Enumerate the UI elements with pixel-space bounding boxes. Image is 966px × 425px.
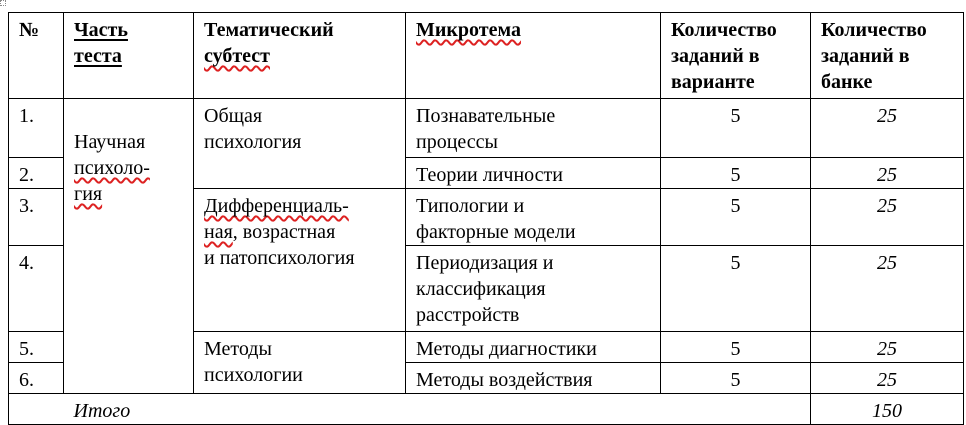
row-num: 1. xyxy=(9,99,64,158)
bank-count: 25 xyxy=(811,158,964,189)
part-cell: Научная психоло- гия xyxy=(64,99,194,394)
microtopic-cell: Методы воздействия xyxy=(406,363,661,394)
row-num: 4. xyxy=(9,246,64,332)
row-num: 6. xyxy=(9,363,64,394)
row-num: 5. xyxy=(9,332,64,363)
header-num: № xyxy=(9,13,64,99)
bank-count: 25 xyxy=(811,99,964,158)
variant-count: 5 xyxy=(661,189,811,246)
header-row xyxy=(9,13,964,99)
row-num: 3. xyxy=(9,189,64,246)
variant-count: 5 xyxy=(661,158,811,189)
subtest-general: Общая психология xyxy=(194,99,406,189)
microtopic-cell: Методы диагностики xyxy=(406,332,661,363)
subtest-differential: Дифференциаль- ная, возрастная и патопсихология xyxy=(194,189,406,332)
total-row xyxy=(9,394,964,425)
bank-count: 25 xyxy=(811,189,964,246)
bank-count: 25 xyxy=(811,332,964,363)
microtopic-cell: Теории личности xyxy=(406,158,661,189)
bank-count: 25 xyxy=(811,363,964,394)
total-value: 150 xyxy=(811,394,964,425)
test-structure-table xyxy=(8,12,964,425)
microtopic-cell: Типологии и факторные модели xyxy=(406,189,661,246)
bank-count: 25 xyxy=(811,246,964,332)
microtopic-cell: Познавательные процессы xyxy=(406,99,661,158)
table-row xyxy=(9,99,964,158)
header-count-variant: Количество заданий в варианте xyxy=(661,13,811,99)
table-move-handle[interactable] xyxy=(0,0,6,6)
total-label: Итого xyxy=(64,394,811,425)
variant-count: 5 xyxy=(661,332,811,363)
header-microtopic: Микротема xyxy=(406,13,661,99)
total-empty-cell xyxy=(9,394,64,425)
subtest-methods: Методы психологии xyxy=(194,332,406,394)
header-count-bank: Количество заданий в банке xyxy=(811,13,964,99)
header-part: Часть теста xyxy=(64,13,194,99)
row-num: 2. xyxy=(9,158,64,189)
variant-count: 5 xyxy=(661,246,811,332)
microtopic-cell: Периодизация и классификация расстройств xyxy=(406,246,661,332)
variant-count: 5 xyxy=(661,363,811,394)
variant-count: 5 xyxy=(661,99,811,158)
header-subtest: Тематический субтест xyxy=(194,13,406,99)
